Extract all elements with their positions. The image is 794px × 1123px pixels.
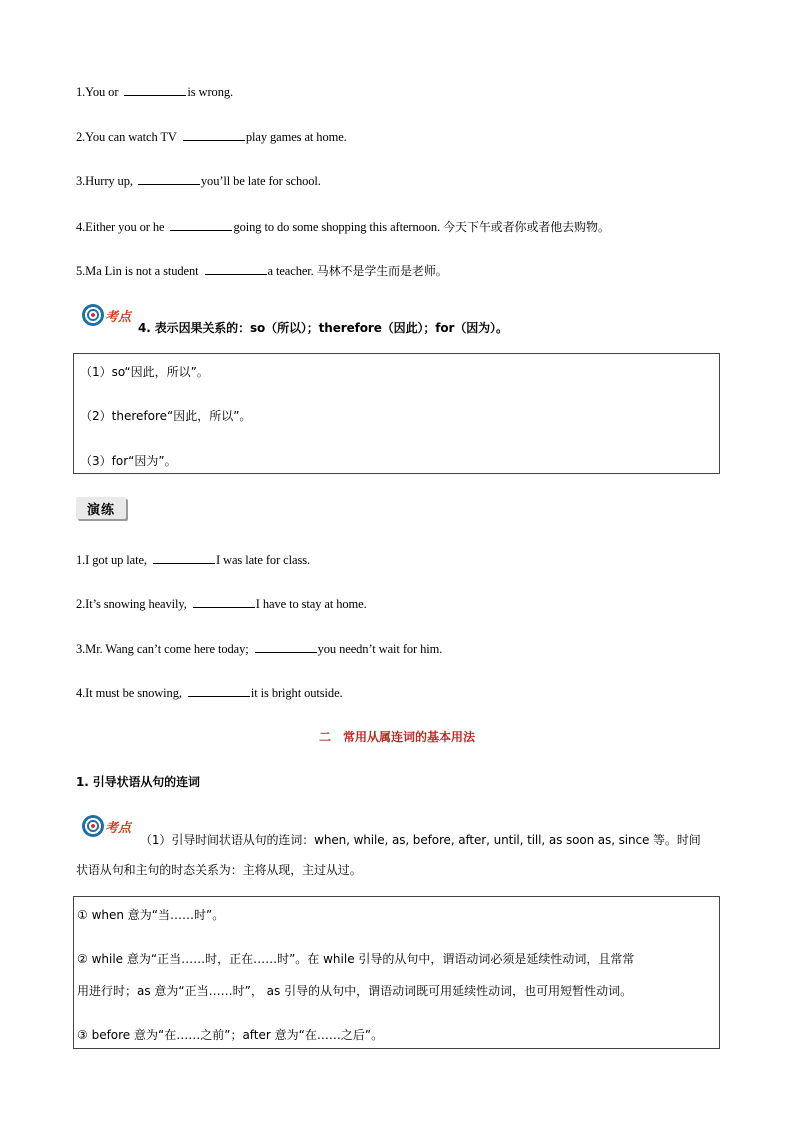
time-box-row: ② while 意为“正当……时，正在……时”。在 while 引导的从句中，谓语动词必须是延续性动词，且常常	[77, 952, 635, 966]
answer-blank[interactable]	[170, 219, 232, 231]
answer-blank[interactable]	[205, 263, 267, 275]
time-box-row: 用进行时；as 意为“正当……时”， as 引导的从句中，谓语动词既可用延续性动词，也可用短暂性动词。	[77, 984, 633, 998]
time-clause-line: 状语从句和主句的时态关系为：主将从现，主过从过。	[76, 863, 362, 877]
kaodian-label: 考点	[105, 309, 132, 325]
exercise-line-4	[76, 685, 343, 701]
exercise-line-3	[76, 641, 442, 657]
exercise-line-5	[76, 262, 448, 279]
answer-blank[interactable]	[183, 129, 245, 141]
time-clause-line: （1）引导时间状语从句的连词：when, while, as, before, after, until, till, as soon as, since 等。时间	[140, 833, 701, 847]
point4-row: （2）therefore“因此，所以”。	[80, 409, 252, 423]
exercise-text: is wrong.	[187, 85, 234, 99]
answer-blank[interactable]	[153, 552, 215, 564]
kaodian-badge	[82, 304, 131, 326]
kaodian-badge	[82, 815, 131, 837]
time-clause-box	[73, 896, 720, 1049]
answer-blank[interactable]	[193, 596, 255, 608]
chinese-translation: 今天下午或者你或者他去购物。	[443, 220, 610, 234]
exercise-text: 1.You or	[76, 85, 119, 99]
exercise-line-1	[76, 552, 310, 568]
answer-blank[interactable]	[124, 84, 186, 96]
exercise-text: it is bright outside.	[250, 686, 343, 700]
exercise-text: going to do some shopping this afternoon.	[233, 220, 441, 234]
point4-row: （3）for“因为”。	[80, 454, 177, 468]
exercise-text: you’ll be late for school.	[200, 174, 321, 188]
exercise-text: play games at home.	[245, 130, 347, 144]
exercise-line-1	[76, 84, 233, 100]
answer-blank[interactable]	[188, 685, 250, 697]
exercise-text: 4.It must be snowing,	[76, 686, 182, 700]
exercise-text: I was late for class.	[215, 553, 310, 567]
subsection-heading: 1. 引导状语从句的连词	[76, 775, 200, 789]
exercise-text: 2.It’s snowing heavily,	[76, 597, 187, 611]
point4-box	[73, 353, 720, 474]
chinese-translation: 马林不是学生而是老师。	[316, 264, 448, 278]
time-box-row: ③ before 意为“在……之前”；after 意为“在……之后”。	[77, 1028, 384, 1042]
exercise-line-2	[76, 129, 347, 145]
answer-blank[interactable]	[255, 641, 317, 653]
exercise-line-2	[76, 596, 367, 612]
exercise-text: 3.Hurry up,	[76, 174, 133, 188]
point4-heading: 4. 表示因果关系的：so（所以）；therefore（因此）；for（因为）。	[138, 321, 508, 335]
exercise-text: 5.Ma Lin is not a student	[76, 264, 199, 278]
exercise-line-4	[76, 218, 610, 235]
time-box-row: ① when 意为“当……时”。	[77, 908, 225, 922]
yanlian-badge: 演练	[76, 497, 126, 519]
kaodian-label: 考点	[105, 820, 132, 836]
target-icon	[82, 304, 104, 326]
exercise-text: 3.Mr. Wang can’t come here today;	[76, 642, 249, 656]
exercise-text: I have to stay at home.	[255, 597, 367, 611]
exercise-text: a teacher.	[267, 264, 314, 278]
target-icon	[82, 815, 104, 837]
point4-row: （1）so“因此，所以”。	[80, 365, 209, 379]
exercise-text: 4.Either you or he	[76, 220, 165, 234]
section-title: 二 常用从属连词的基本用法	[318, 730, 475, 744]
exercise-text: 2.You can watch TV	[76, 130, 177, 144]
exercise-text: 1.I got up late,	[76, 553, 147, 567]
exercise-line-3	[76, 173, 321, 189]
answer-blank[interactable]	[138, 173, 200, 185]
exercise-text: you needn’t wait for him.	[317, 642, 443, 656]
